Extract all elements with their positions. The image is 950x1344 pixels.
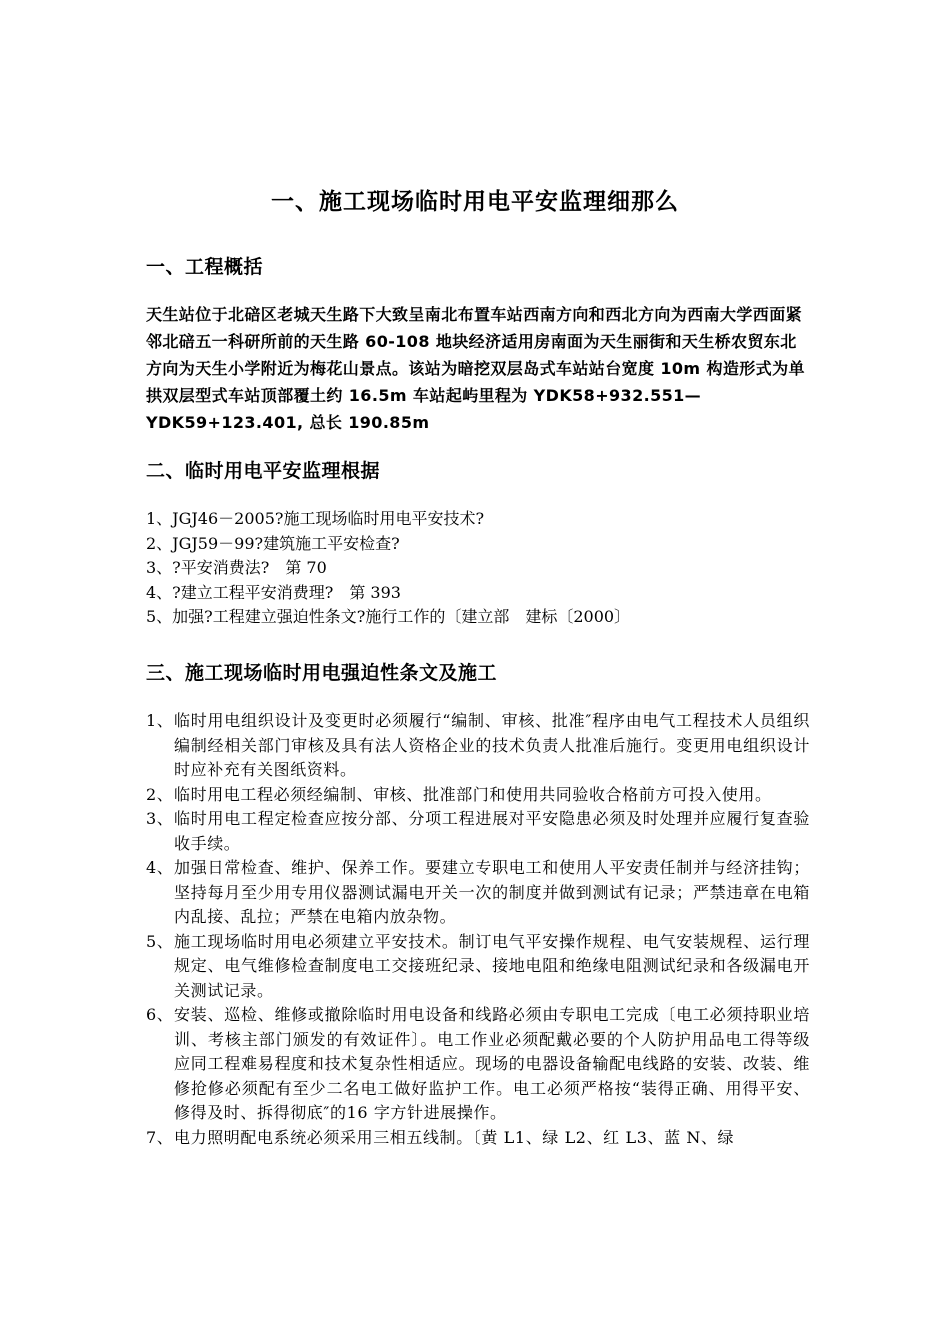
clause-text: 临时用电工程必须经编制、审核、批准部门和使用共同验收合格前方可投入使用。 <box>174 784 772 804</box>
section-project-overview <box>146 252 810 279</box>
section-mandatory-clauses <box>146 658 810 685</box>
clause-item <box>146 783 810 808</box>
clause-number: 5、 <box>146 931 174 951</box>
clause-item <box>146 930 810 1004</box>
section-heading-clauses: 三、施工现场临时用电强迫性条文及施工 <box>146 662 498 684</box>
basis-item: 5、加强?工程建立强迫性条文?施行工作的〔建立部 建标〔2000〕 <box>146 607 631 626</box>
clause-text: 加强日常检查、维护、保养工作。要建立专职电工和使用人平安责任制并与经济挂钩；坚持每月至少用专用仪器测试漏电开关一次的制度并做到测试有记录；严禁违章在电箱内乱接、乱拉；严禁在电箱内放杂物。 <box>174 858 810 926</box>
clause-item <box>146 1126 810 1151</box>
clause-text: 电力照明配电系统必须采用三相五线制。〔黄 L1、绿 L2、红 L3、蓝 N、绿 <box>174 1127 735 1147</box>
clause-text: 安装、巡检、维修或撤除临时用电设备和线路必须由专职电工完成〔电工必须持职业培训、考核主部门颁发的有效证件〕。电工作业必须配戴必要的个人防护用品电工得等级应同工程难易程度和技术复杂性相适应。现场的电器设备输配电线路的安装、改装、维修抢修必须配有至少二名电工做好监护工作。电工必须严格按“装得正确、用得平安、修得及时、拆得彻底″的16 字方针进展操作。 <box>174 1005 810 1122</box>
basis-item: 1、JGJ46－2005?施工现场临时用电平安技术? <box>146 509 485 528</box>
clause-text: 临时用电工程定检查应按分部、分项工程进展对平安隐患必须及时处理并应履行复查验收手续。 <box>174 809 810 853</box>
section-basis <box>146 456 810 483</box>
document-title: 一、施工现场临时用电平安监理细那么 <box>271 189 679 215</box>
basis-list <box>146 507 810 630</box>
clause-item <box>146 807 810 856</box>
overview-paragraph: 天生站位于北碚区老城天生路下大致呈南北布置车站西南方向和西北方向为西南大学西面紧邻北碚五一科研所前的天生路 60-108 地块经济适用房南面为天生丽街和天生桥农贸东北方向为天生小学附近为梅花山景点。该站为暗挖双层岛式车站站台宽度 10m 构造形式为单拱双层型式车站顶部覆土约 16.5m 车站起屿里程为 YDK58+932.551—YDK59+123.401, 总长 190.85m <box>146 305 805 432</box>
basis-item: 3、?平安消费法? 第 70 <box>146 558 327 577</box>
clause-number: 3、 <box>146 809 174 828</box>
clause-item <box>146 1003 810 1126</box>
basis-item: 2、JGJ59－99?建筑施工平安检查? <box>146 533 400 553</box>
basis-item: 4、?建立工程平安消费理? 第 393 <box>146 582 401 602</box>
clause-item <box>146 709 810 783</box>
clause-text: 临时用电组织设计及变更时必须履行“编制、审核、批准″程序由电气工程技术人员组织编制经相关部门审核及具有法人资格企业的技术负责人批准后施行。变更用电组织设计时应补充有关图纸资料。 <box>174 711 810 779</box>
clause-text: 施工现场临时用电必须建立平安技术。制订电气平安操作规程、电气安装规程、运行理规定、电气维修检查制度电工交接班纪录、接地电阻和绝缘电阻测试纪录和各级漏电开关测试记录。 <box>174 931 810 1000</box>
overview-paragraph-block <box>146 301 810 436</box>
clause-number: 7、 <box>146 1127 174 1147</box>
clause-number: 1、 <box>146 711 174 730</box>
clause-number: 6、 <box>146 1005 174 1024</box>
section-heading-basis: 二、临时用电平安监理根据 <box>146 460 381 482</box>
clause-list <box>146 709 810 1150</box>
clause-number: 2、 <box>146 784 174 804</box>
clause-item <box>146 856 810 930</box>
section-heading-overview: 一、工程概括 <box>146 256 264 278</box>
clause-number: 4、 <box>146 858 174 877</box>
